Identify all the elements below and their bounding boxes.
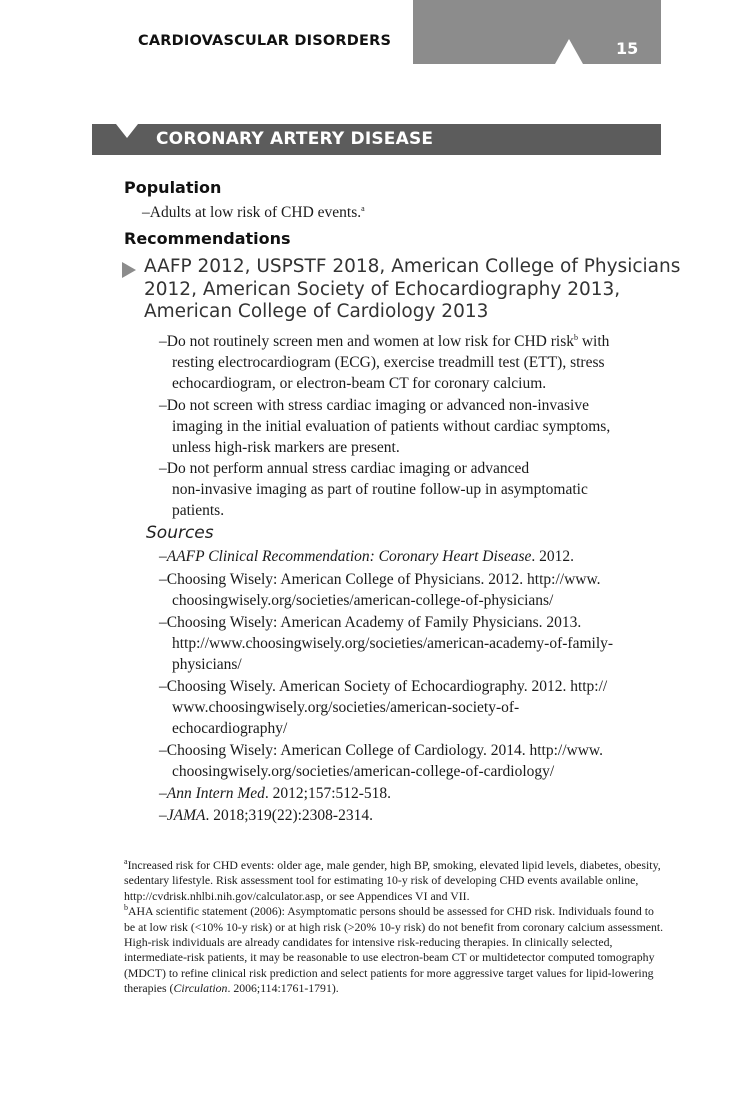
source-7: –JAMA. 2018;319(22):2308-2314. <box>159 807 373 824</box>
source-5-line-1: –Choosing Wisely: American College of Cardiology. 2014. http://www. <box>159 742 603 759</box>
rec-item-1-line-2: resting electrocardiogram (ECG), exercise treadmill test (ETT), stress <box>172 354 605 371</box>
page-number: 15 <box>616 39 639 58</box>
footnote-a: $^a$Increased risk for CHD events: older age, male gender, high BP, smoking, elevated lipid levels, diabetes, obesity, sedentary lifestyle. Risk assessment tool for estimating 10-y risk of developing CHD events available online, http://cvdrisk.nhlbi.nih.gov/calculator.asp, or see Appendices VI and VII. <box>124 857 661 903</box>
source-3-line-2: http://www.choosingwisely.org/societies/american-academy-of-family- <box>172 635 614 652</box>
recommendation-sources <box>144 256 680 324</box>
source-3-line-3: physicians/ <box>172 656 242 673</box>
section-title: CORONARY ARTERY DISEASE <box>156 129 434 149</box>
chapter-title: CARDIOVASCULAR DISORDERS <box>138 33 392 49</box>
rec-item-1-line-1: –Do not routinely screen men and women at low risk for CHD risk$^b$ with <box>159 332 610 350</box>
banner-notch-decoration <box>116 124 138 138</box>
footnotes <box>124 858 664 997</box>
source-4-line-2: www.choosingwisely.org/societies/american-society-of- <box>172 699 520 716</box>
source-2-line-1: –Choosing Wisely: American College of Physicians. 2012. http://www. <box>159 571 601 588</box>
source-6: –Ann Intern Med. 2012;157:512-518. <box>159 785 392 802</box>
rec-source-line: AAFP 2012, USPSTF 2018, American College of Physicians <box>144 256 681 277</box>
rec-item-3-line-3: patients. <box>172 502 225 519</box>
footnote-b: $^b$AHA scientific statement (2006): Asymptomatic persons should be assessed for CHD risk. Individuals found to be at low risk (<10% 10-y risk) or at high risk (>20% 10-y risk) do not benefit from coronary calcium assessment. High-risk individuals are already candidates for intensive risk-reducing therapies. In clinically selected, intermediate-risk patients, it may be reasonable to use electron-beam CT or multidetector computed tomography (MDCT) to refine clinical risk prediction and select patients for more aggressive target values for lipid-lowering therapies (Circulation. 2006;114:1761-1791). <box>124 903 664 996</box>
rec-item-3-line-1: –Do not perform annual stress cardiac imaging or advanced <box>159 460 530 477</box>
recommendations-heading: Recommendations <box>124 229 291 248</box>
rec-item-2-line-1: –Do not screen with stress cardiac imaging or advanced non-invasive <box>159 397 589 414</box>
source-2-line-2: choosingwisely.org/societies/american-college-of-physicians/ <box>172 592 554 609</box>
footnote-ref-b: b <box>573 332 578 342</box>
rec-item-3-line-2: non-invasive imaging as part of routine follow-up in asymptomatic <box>172 481 588 498</box>
rec-source-line: 2012, American Society of Echocardiography 2013, <box>144 278 621 300</box>
source-4-line-3: echocardiography/ <box>172 720 288 737</box>
sources-heading: Sources <box>146 523 214 543</box>
population-heading: Population <box>124 178 222 197</box>
rec-item-1-line-3: echocardiogram, or electron-beam CT for coronary calcium. <box>172 375 547 392</box>
source-4-line-1: –Choosing Wisely. American Society of Echocardiography. 2012. http:// <box>159 678 608 695</box>
source-5-line-2: choosingwisely.org/societies/american-college-of-cardiology/ <box>172 763 555 780</box>
population-text: –Adults at low risk of CHD events.$^a$ <box>142 203 365 221</box>
rec-source-line: American College of Cardiology 2013 <box>144 301 489 322</box>
triangle-bullet-icon <box>122 262 136 278</box>
source-3-line-1: –Choosing Wisely: American Academy of Family Physicians. 2013. <box>159 614 582 631</box>
source-1: –AAFP Clinical Recommendation: Coronary Heart Disease. 2012. <box>159 548 574 565</box>
footnote-ref-a: a <box>361 203 365 213</box>
rec-item-2-line-3: unless high-risk markers are present. <box>172 439 400 456</box>
rec-item-2-line-2: imaging in the initial evaluation of patients without cardiac symptoms, <box>172 418 611 435</box>
tab-notch-decoration <box>555 39 583 64</box>
